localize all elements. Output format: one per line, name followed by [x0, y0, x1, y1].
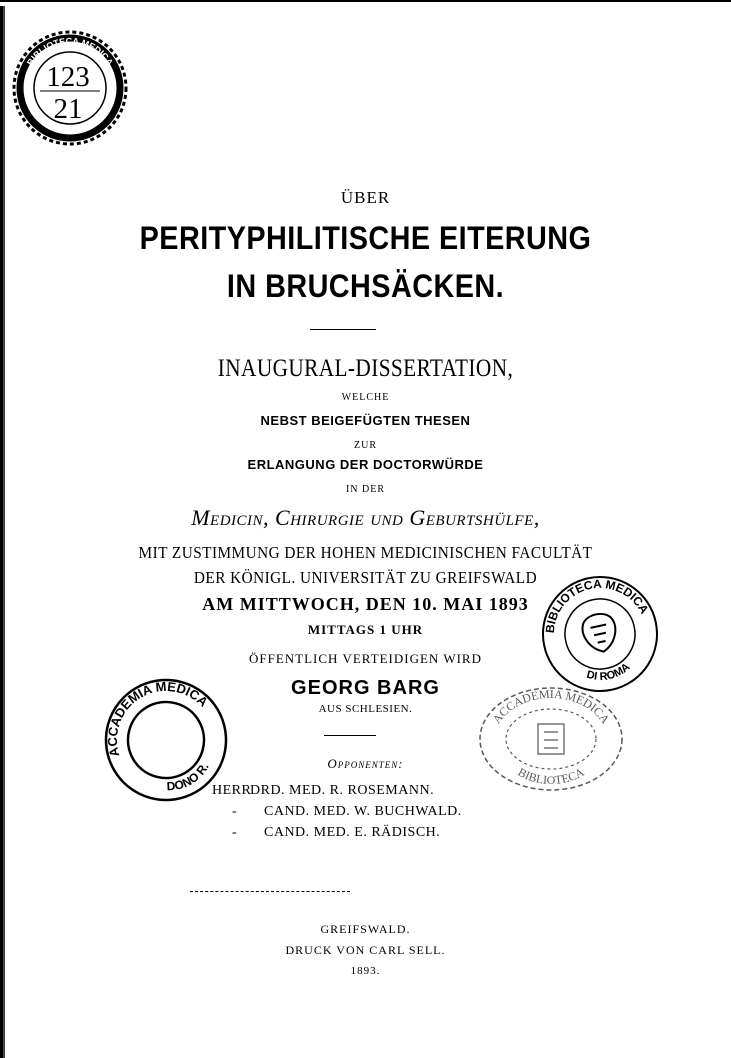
accademia-stamp-right — [476, 684, 626, 794]
opponents-heading: Opponenten: — [327, 756, 404, 771]
shelf-stamp-bottom-text: DONO R. — [52, 121, 88, 135]
opponent-prefix: HERR — [212, 783, 252, 798]
biblioteca-stamp-ring-text: BIBLIOTECA MEDICA — [542, 576, 652, 634]
divider — [310, 329, 376, 330]
text-in-der: IN DER — [345, 484, 386, 495]
shelf-stamp-ring-text: BIBLIOTECA MEDICA — [24, 35, 116, 68]
title-line-1: PERITYPHILITISCHE EITERUNG — [139, 220, 592, 256]
scan-border-top — [0, 0, 731, 6]
opponent-prefix: - — [232, 804, 238, 819]
opponent-name: CAND. MED. E. RÄDISCH. — [264, 825, 441, 840]
imprint-printer: DRUCK VON CARL SELL. — [285, 943, 446, 957]
accademia-right-ring-text: ACCADEMIA MEDICA — [489, 686, 613, 727]
shelf-mark-subnumber: 21 — [53, 93, 83, 125]
text-erlangung: ERLANGUNG DER DOCTORWÜRDE — [247, 457, 484, 472]
dissertation-type: INAUGURAL-DISSERTATION, — [217, 355, 514, 382]
text-nebst-thesen: NEBST BEIGEFÜGTEN THESEN — [260, 413, 471, 428]
svg-text:BIBLIOTECA — [516, 765, 587, 787]
text-welche: WELCHE — [341, 392, 390, 403]
biblioteca-stamp-bottom-text: DI ROMA — [585, 661, 633, 684]
opponent-name: DRD. MED. R. ROSEMANN. — [250, 783, 435, 798]
accademia-right-bottom-text: BIBLIOTECA — [515, 764, 587, 787]
imprint-city: GREIFSWALD. — [320, 922, 411, 936]
opponent-row — [212, 780, 462, 801]
defense-date: AM MITTWOCH, DEN 10. MAI 1893 — [202, 594, 529, 614]
shelf-mark-number: 123 — [46, 61, 90, 93]
svg-text:ACCADEMIA MEDICA — [490, 687, 613, 727]
text-universitat: DER KÖNIGL. UNIVERSITÄT ZU GREIFSWALD — [193, 568, 538, 587]
accademia-left-bottom-text: DONO R. — [166, 760, 212, 794]
fields-of-study: Medicin, Chirurgie und Geburtshülfe, — [191, 505, 540, 530]
opponent-row — [212, 801, 462, 822]
text-zur: ZUR — [354, 440, 377, 451]
author-name: GEORG BARG — [291, 677, 440, 699]
divider — [324, 735, 376, 736]
accademia-left-ring-text: ACCADEMIA MEDICA — [104, 678, 212, 759]
opponent-row — [212, 822, 462, 843]
accademia-stamp-left — [102, 676, 230, 804]
imprint-year: 1893. — [350, 965, 381, 977]
opponent-prefix: - — [232, 825, 238, 840]
divider — [190, 891, 350, 892]
defense-time: MITTAGS 1 UHR — [307, 622, 424, 637]
title-uber: ÜBER — [340, 188, 391, 207]
text-zustimmung: MIT ZUSTIMMUNG DER HOHEN MEDICINISCHEN FACULTÄT — [138, 543, 593, 562]
svg-text:DI ROMA — [583, 660, 634, 687]
shelf-mark-stamp — [10, 28, 130, 148]
title-line-2: IN BRUCHSÄCKEN. — [226, 268, 505, 304]
opponents-list — [212, 780, 462, 843]
text-verteidigen: ÖFFENTLICH VERTEIDIGEN WIRD — [248, 651, 482, 666]
opponent-name: CAND. MED. W. BUCHWALD. — [264, 804, 462, 819]
biblioteca-stamp — [538, 572, 662, 696]
author-origin: AUS SCHLESIEN. — [318, 703, 413, 715]
